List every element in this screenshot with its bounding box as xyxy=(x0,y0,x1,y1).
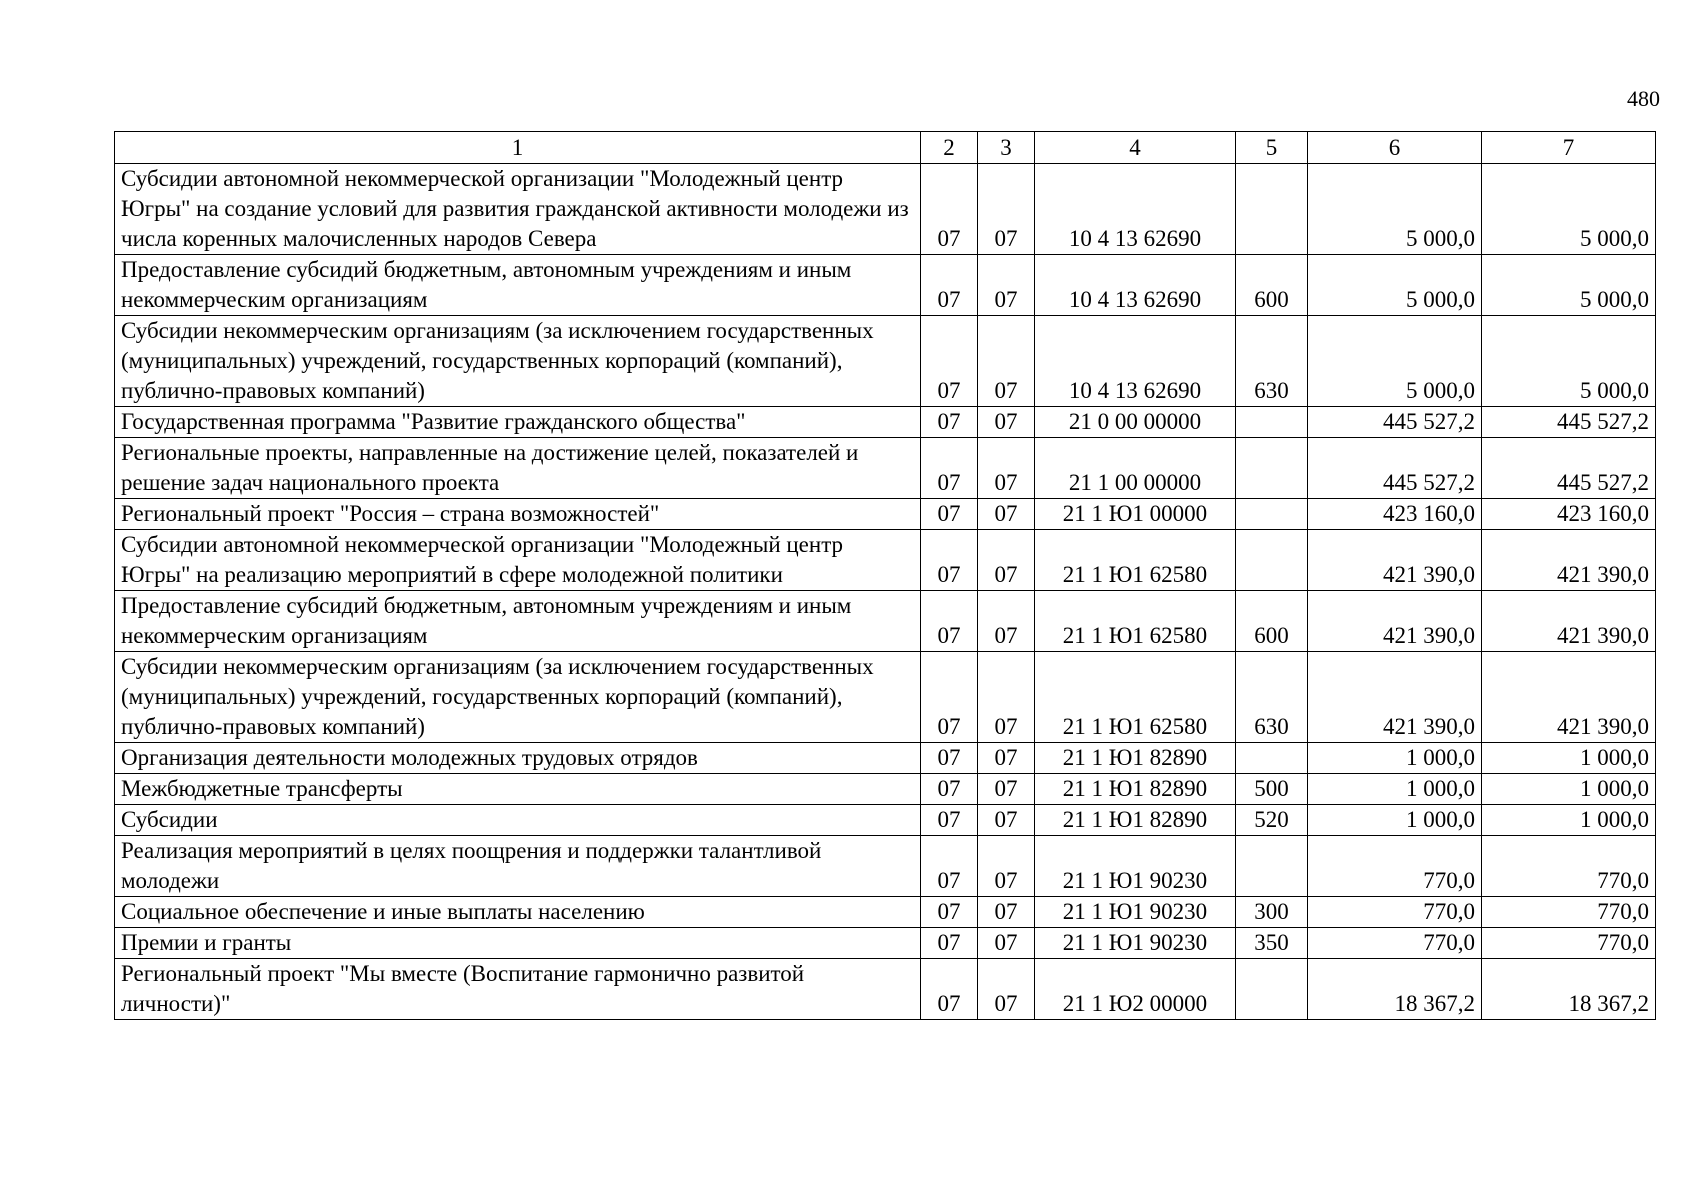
row-subsection-code: 07 xyxy=(978,407,1035,438)
row-section-code: 07 xyxy=(921,836,978,897)
row-subsection-code: 07 xyxy=(978,652,1035,743)
row-description: Государственная программа "Развитие гражданского общества" xyxy=(115,407,921,438)
column-header-7: 7 xyxy=(1482,132,1656,164)
row-amount-1: 5 000,0 xyxy=(1308,316,1482,407)
row-expense-type: 350 xyxy=(1236,928,1308,959)
row-amount-1: 770,0 xyxy=(1308,836,1482,897)
row-amount-1: 445 527,2 xyxy=(1308,407,1482,438)
column-header-6: 6 xyxy=(1308,132,1482,164)
row-subsection-code: 07 xyxy=(978,530,1035,591)
row-amount-1: 423 160,0 xyxy=(1308,499,1482,530)
row-amount-2: 5 000,0 xyxy=(1482,164,1656,255)
budget-table xyxy=(114,131,1656,1020)
row-target-article: 21 1 Ю1 82890 xyxy=(1035,774,1236,805)
row-subsection-code: 07 xyxy=(978,499,1035,530)
table-row xyxy=(115,255,1656,316)
table-row xyxy=(115,959,1656,1020)
table-row xyxy=(115,591,1656,652)
row-expense-type xyxy=(1236,438,1308,499)
row-amount-2: 445 527,2 xyxy=(1482,407,1656,438)
table-row xyxy=(115,897,1656,928)
row-target-article: 21 1 00 00000 xyxy=(1035,438,1236,499)
row-amount-2: 770,0 xyxy=(1482,836,1656,897)
row-section-code: 07 xyxy=(921,530,978,591)
column-number-row xyxy=(115,132,1656,164)
row-amount-1: 1 000,0 xyxy=(1308,743,1482,774)
row-subsection-code: 07 xyxy=(978,836,1035,897)
row-subsection-code: 07 xyxy=(978,959,1035,1020)
row-expense-type: 520 xyxy=(1236,805,1308,836)
row-description: Предоставление субсидий бюджетным, автономным учреждениям и иным некоммерческим организациям xyxy=(115,255,921,316)
table-row xyxy=(115,928,1656,959)
row-section-code: 07 xyxy=(921,897,978,928)
row-target-article: 10 4 13 62690 xyxy=(1035,255,1236,316)
row-target-article: 21 1 Ю1 62580 xyxy=(1035,530,1236,591)
table-row xyxy=(115,652,1656,743)
row-target-article: 21 1 Ю1 62580 xyxy=(1035,652,1236,743)
row-target-article: 21 1 Ю1 90230 xyxy=(1035,928,1236,959)
row-expense-type: 600 xyxy=(1236,591,1308,652)
row-description: Региональный проект "Мы вместе (Воспитание гармонично развитой личности)" xyxy=(115,959,921,1020)
table-row xyxy=(115,316,1656,407)
row-amount-1: 1 000,0 xyxy=(1308,774,1482,805)
row-description: Региональные проекты, направленные на достижение целей, показателей и решение задач национального проекта xyxy=(115,438,921,499)
row-amount-1: 421 390,0 xyxy=(1308,591,1482,652)
column-header-1: 1 xyxy=(115,132,921,164)
row-expense-type xyxy=(1236,959,1308,1020)
row-target-article: 21 1 Ю1 62580 xyxy=(1035,591,1236,652)
page-number: 480 xyxy=(1627,86,1660,111)
row-description: Социальное обеспечение и иные выплаты населению xyxy=(115,897,921,928)
column-header-2: 2 xyxy=(921,132,978,164)
row-expense-type xyxy=(1236,530,1308,591)
row-section-code: 07 xyxy=(921,743,978,774)
row-expense-type xyxy=(1236,499,1308,530)
row-expense-type xyxy=(1236,743,1308,774)
row-amount-1: 5 000,0 xyxy=(1308,255,1482,316)
row-amount-2: 5 000,0 xyxy=(1482,316,1656,407)
row-section-code: 07 xyxy=(921,928,978,959)
row-description: Межбюджетные трансферты xyxy=(115,774,921,805)
row-target-article: 10 4 13 62690 xyxy=(1035,164,1236,255)
row-target-article: 21 1 Ю2 00000 xyxy=(1035,959,1236,1020)
row-description: Предоставление субсидий бюджетным, автономным учреждениям и иным некоммерческим организациям xyxy=(115,591,921,652)
table-row xyxy=(115,836,1656,897)
column-header-3: 3 xyxy=(978,132,1035,164)
row-amount-1: 421 390,0 xyxy=(1308,652,1482,743)
row-amount-2: 1 000,0 xyxy=(1482,774,1656,805)
row-description: Региональный проект "Россия – страна возможностей" xyxy=(115,499,921,530)
row-section-code: 07 xyxy=(921,774,978,805)
row-amount-2: 421 390,0 xyxy=(1482,591,1656,652)
table-row xyxy=(115,530,1656,591)
row-section-code: 07 xyxy=(921,316,978,407)
row-subsection-code: 07 xyxy=(978,255,1035,316)
row-target-article: 21 0 00 00000 xyxy=(1035,407,1236,438)
table-row xyxy=(115,164,1656,255)
row-amount-2: 423 160,0 xyxy=(1482,499,1656,530)
row-amount-2: 445 527,2 xyxy=(1482,438,1656,499)
row-expense-type: 300 xyxy=(1236,897,1308,928)
row-amount-1: 770,0 xyxy=(1308,897,1482,928)
row-amount-2: 770,0 xyxy=(1482,897,1656,928)
row-section-code: 07 xyxy=(921,591,978,652)
row-subsection-code: 07 xyxy=(978,774,1035,805)
table-row xyxy=(115,438,1656,499)
row-amount-2: 1 000,0 xyxy=(1482,743,1656,774)
row-subsection-code: 07 xyxy=(978,805,1035,836)
row-expense-type xyxy=(1236,407,1308,438)
row-section-code: 07 xyxy=(921,805,978,836)
row-section-code: 07 xyxy=(921,255,978,316)
row-target-article: 21 1 Ю1 82890 xyxy=(1035,805,1236,836)
row-target-article: 21 1 Ю1 82890 xyxy=(1035,743,1236,774)
row-subsection-code: 07 xyxy=(978,316,1035,407)
table-row xyxy=(115,743,1656,774)
column-header-5: 5 xyxy=(1236,132,1308,164)
row-subsection-code: 07 xyxy=(978,438,1035,499)
table-row xyxy=(115,407,1656,438)
row-amount-2: 1 000,0 xyxy=(1482,805,1656,836)
row-amount-1: 1 000,0 xyxy=(1308,805,1482,836)
column-header-4: 4 xyxy=(1035,132,1236,164)
row-subsection-code: 07 xyxy=(978,164,1035,255)
row-subsection-code: 07 xyxy=(978,591,1035,652)
row-amount-1: 5 000,0 xyxy=(1308,164,1482,255)
table-body xyxy=(115,164,1656,1020)
row-target-article: 21 1 Ю1 90230 xyxy=(1035,897,1236,928)
row-target-article: 21 1 Ю1 00000 xyxy=(1035,499,1236,530)
row-description: Организация деятельности молодежных трудовых отрядов xyxy=(115,743,921,774)
row-amount-1: 18 367,2 xyxy=(1308,959,1482,1020)
table-row xyxy=(115,774,1656,805)
row-description: Субсидии автономной некоммерческой организации "Молодежный центр Югры" на реализацию мероприятий в сфере молодежной политики xyxy=(115,530,921,591)
row-description: Реализация мероприятий в целях поощрения и поддержки талантливой молодежи xyxy=(115,836,921,897)
row-target-article: 21 1 Ю1 90230 xyxy=(1035,836,1236,897)
row-subsection-code: 07 xyxy=(978,743,1035,774)
row-expense-type xyxy=(1236,836,1308,897)
row-amount-1: 445 527,2 xyxy=(1308,438,1482,499)
row-subsection-code: 07 xyxy=(978,897,1035,928)
row-amount-2: 421 390,0 xyxy=(1482,530,1656,591)
table-row xyxy=(115,499,1656,530)
row-expense-type: 500 xyxy=(1236,774,1308,805)
row-description: Премии и гранты xyxy=(115,928,921,959)
row-description: Субсидии xyxy=(115,805,921,836)
table-row xyxy=(115,805,1656,836)
row-expense-type: 630 xyxy=(1236,652,1308,743)
row-expense-type: 600 xyxy=(1236,255,1308,316)
row-section-code: 07 xyxy=(921,652,978,743)
row-section-code: 07 xyxy=(921,499,978,530)
row-amount-1: 770,0 xyxy=(1308,928,1482,959)
row-amount-2: 421 390,0 xyxy=(1482,652,1656,743)
row-amount-2: 5 000,0 xyxy=(1482,255,1656,316)
row-description: Субсидии некоммерческим организациям (за исключением государственных (муниципальных) учреждений, государственных корпораций (компаний), публично-правовых компаний) xyxy=(115,316,921,407)
row-section-code: 07 xyxy=(921,407,978,438)
row-expense-type: 630 xyxy=(1236,316,1308,407)
row-section-code: 07 xyxy=(921,164,978,255)
row-section-code: 07 xyxy=(921,959,978,1020)
row-target-article: 10 4 13 62690 xyxy=(1035,316,1236,407)
row-section-code: 07 xyxy=(921,438,978,499)
row-description: Субсидии автономной некоммерческой организации "Молодежный центр Югры" на создание условий для развития гражданской активности молодежи из числа коренных малочисленных народов Севера xyxy=(115,164,921,255)
row-amount-2: 18 367,2 xyxy=(1482,959,1656,1020)
row-amount-2: 770,0 xyxy=(1482,928,1656,959)
row-subsection-code: 07 xyxy=(978,928,1035,959)
row-expense-type xyxy=(1236,164,1308,255)
row-amount-1: 421 390,0 xyxy=(1308,530,1482,591)
row-description: Субсидии некоммерческим организациям (за исключением государственных (муниципальных) учреждений, государственных корпораций (компаний), публично-правовых компаний) xyxy=(115,652,921,743)
